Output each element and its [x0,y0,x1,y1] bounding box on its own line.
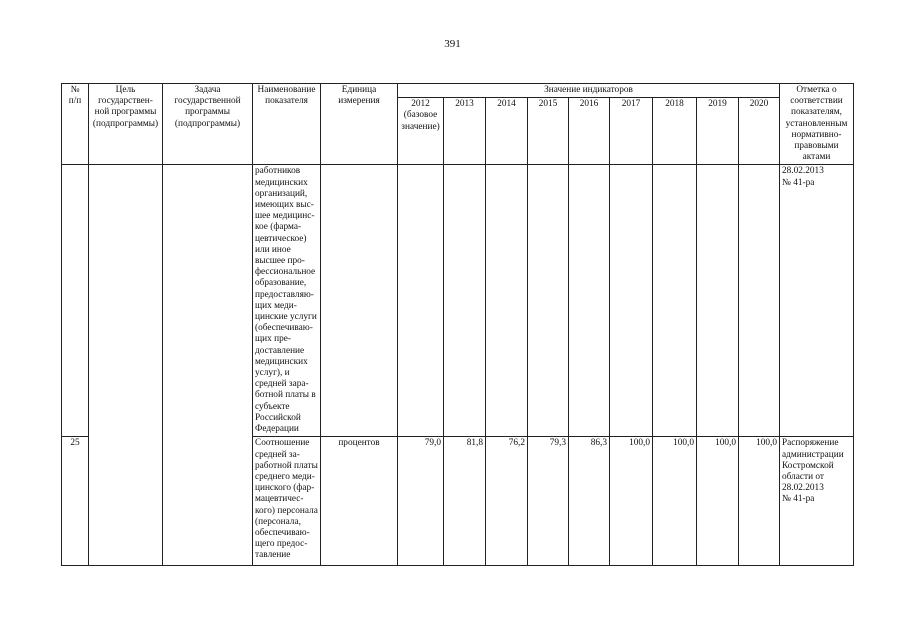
header-year: 2019 [697,98,739,165]
value: 76,2 [486,437,528,566]
value [697,165,739,437]
header-values: Значение индикаторов [398,84,780,98]
header-year: 2012 (базовое значение) [398,98,444,165]
table-row [62,165,854,437]
value: 86,3 [569,437,610,566]
page-number: 391 [444,38,461,50]
header-note: Отметка о соответствии показателям, установленным нормативно- правовыми актами [780,84,854,165]
value: 79,3 [528,437,569,566]
value: 100,0 [610,437,653,566]
row-num [62,165,89,437]
header-year: 2018 [653,98,697,165]
header-year: 2014 [486,98,528,165]
header-unit: Единица измерения [321,84,398,165]
value [444,165,486,437]
indicator-name: работников медицинских организаций, имеющих выс- шее медицинс- кое (фарма- цевтическое) или иное высшее про- фессиональное образование, предоставляю- щих меди- цинские услуги (обеспечиваю- щих пре- доставление медицинских услуг), и средней зара- ботной платы в субъекте Российской Федерации [253,165,321,437]
row-num: 25 [62,437,89,566]
header-year: 2015 [528,98,569,165]
header-year: 2013 [444,98,486,165]
indicator-name: Соотношение средней за- работной платы среднего меди- цинского (фар- мацевтичес- кого) персонала (персонала, обеспечиваю- щего предос- тавление [253,437,321,566]
value [486,165,528,437]
header-year: 2016 [569,98,610,165]
goal-cell [89,165,163,566]
unit: процентов [321,437,398,566]
header-goal: Цель государствен- ной программы (подпрограммы) [89,84,163,165]
value [653,165,697,437]
header-task: Задача государственной программы (подпрограммы) [163,84,253,165]
task-cell [163,165,253,566]
value [528,165,569,437]
indicators-table [61,83,854,566]
note: Распоряжение администрации Костромской области от 28.02.2013 № 41-ра [780,437,854,566]
unit [321,165,398,437]
value [569,165,610,437]
header-indicator-name: Наименование показателя [253,84,321,165]
value: 81,8 [444,437,486,566]
value: 100,0 [739,437,780,566]
note: 28.02.2013 № 41-ра [780,165,854,437]
value: 100,0 [697,437,739,566]
value [610,165,653,437]
header-num: № п/п [62,84,89,165]
header-year: 2020 [739,98,780,165]
value [739,165,780,437]
header-year: 2017 [610,98,653,165]
value [398,165,444,437]
value: 100,0 [653,437,697,566]
value: 79,0 [398,437,444,566]
